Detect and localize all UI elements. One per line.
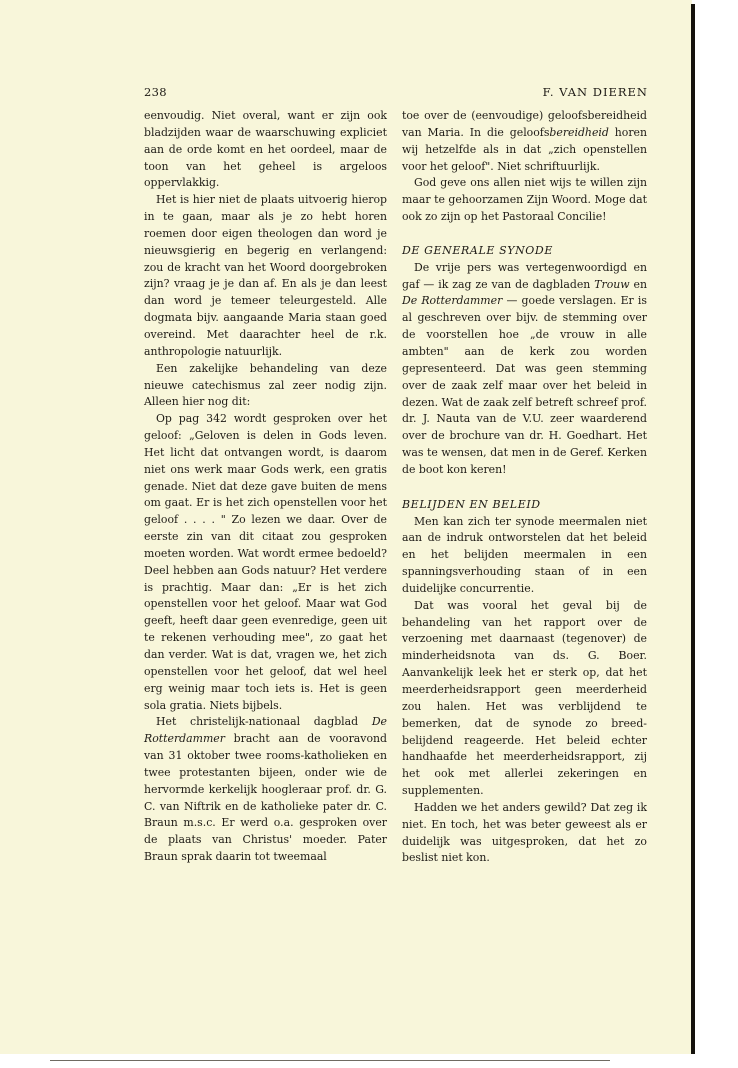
paragraph <box>402 260 647 479</box>
text-run: bracht aan de vooravond van 31 oktober twee rooms-katholieken en twee protestanten bijeen, onder wie de hervormde kerkelijk hoogleraar prof. dr. G. C. van Niftrik en de katholieke pater dr. C. Braun m.s.c. Er werd o.a. gesproken over de plaats van Christus' moeder. Pater Braun sprak daarin tot tweemaal <box>144 732 387 864</box>
paragraph <box>402 108 647 175</box>
text-run: toe over de (eenvoudige) geloofsbereidheid van Maria. In die geloofs <box>402 109 647 139</box>
page-edge-shadow <box>691 4 695 1054</box>
page-number: 238 <box>144 85 167 99</box>
paragraph <box>144 714 387 866</box>
section-heading: DE GENERALE SYNODE <box>402 243 553 257</box>
running-head: F. VAN DIEREN <box>542 85 648 99</box>
paragraph: Op pag 342 wordt gesproken over het geloof: „Geloven is delen in Gods leven. Het licht dat ontvangen wordt, is daarom niet ons werk maar Gods werk, een gratis genade. Niet dat deze gave buiten de mens om gaat. Er is het zich openstellen voor het geloof . . . . " Zo lezen we daar. Over de eerste zin van dit citaat zou gesproken moeten worden. Wat wordt ermee bedoeld? Deel hebben aan Gods natuur? Het verdere is prachtig. Maar dan: „Er is het zich openstellen voor het geloof. Maar wat God geeft, heeft daar geen evenredige, geen uit te rekenen verhouding mee", zo gaat het dan verder. Wat is dat, vragen we, het zich openstellen voor het geloof, dat wel heel erg weinig maar toch iets is. Het is geen sola gratia. Niets bijbels. <box>144 412 387 712</box>
section-heading: BELIJDEN EN BELEID <box>402 497 541 511</box>
text-run: Het christelijk-nationaal dagblad <box>156 715 372 729</box>
paragraph: Een zakelijke behandeling van deze nieuwe catechismus zal zeer nodig zijn. Alleen hier nog dit: <box>144 361 387 409</box>
paragraph: Men kan zich ter synode meermalen niet aan de indruk ontworstelen dat het beleid en het belijden meermalen in een spanningsverhouding staan of in een duidelijke concurrentie. <box>402 514 647 595</box>
paragraph: God geve ons allen niet wijs te willen zijn maar te gehoorzamen Zijn Woord. Moge dat ook zo zijn op het Pastoraal Concilie! <box>402 176 647 224</box>
paragraph: eenvoudig. Niet overal, want er zijn ook bladzijden waar de waarschuwing expliciet aan de orde komt en het oordeel, maar de toon van het geheel is argeloos oppervlakkig. <box>144 109 387 190</box>
paragraph: Dat was vooral het geval bij de behandeling van het rapport over de verzoening met daarnaast (tegenover) de minderheidsnota van ds. G. Boer. Aanvankelijk leek het er sterk op, dat het meerderheidsrapport geen meerderheid zou halen. Het was verblijdend te bemerken, dat de synode zo breed-belijdend reageerde. Het beleid echter handhaafde het meerderheidsrapport, zij het ook met allerlei zekeringen en supplementen. <box>402 598 647 798</box>
paragraph: Hadden we het anders gewild? Dat zeg ik niet. En toch, het was beter geweest als er duidelijk was uitgesproken, dat het zo beslist niet kon. <box>402 800 647 865</box>
left-column <box>144 108 387 866</box>
paragraph: Het is hier niet de plaats uitvoerig hierop in te gaan, maar als je zo hebt horen roemen door eigen theologen dan word je nieuwsgierig en begerig en verlangend: zou de kracht van het Woord doorgebroken zijn? vraag je je dan af. En als je dan leest dan word je temeer teleurgesteld. Alle dogmata bijv. aangaande Maria staan goed overeind. Met daarachter heel de r.k. anthropologie natuurlijk. <box>144 193 387 358</box>
text-run: en <box>629 277 647 291</box>
newspaper-title: De Rotterdammer <box>402 294 503 308</box>
newspaper-title: Trouw <box>594 277 630 291</box>
newspaper-title: De Rotterdammer <box>144 715 387 746</box>
text-run: horen wij hetzelfde als in dat „zich openstellen voor het geloof". Niet schriftuurlijk. <box>402 125 647 173</box>
emphasis: bereidheid <box>549 125 609 139</box>
page-bottom-edge <box>50 1060 610 1061</box>
right-column <box>402 108 647 867</box>
text-run: — goede verslagen. Er is al geschreven over bijv. de stemming over de voorstellen hoe „de vrouw in alle ambten" aan de kerk zou worden gepresenteerd. Dat was geen stemming over de zaak zelf maar over het beleid in dezen. Wat de zaak zelf betreft schreef prof. dr. J. Nauta van de V.U. zeer waarderend over de brochure van dr. H. Goedhart. Het was te wensen, dat men in de Geref. Kerken de boot kon keren! <box>402 294 647 476</box>
text-run: De vrije pers was vertegenwoordigd en gaf — ik zag ze van de dagbladen <box>402 260 647 291</box>
